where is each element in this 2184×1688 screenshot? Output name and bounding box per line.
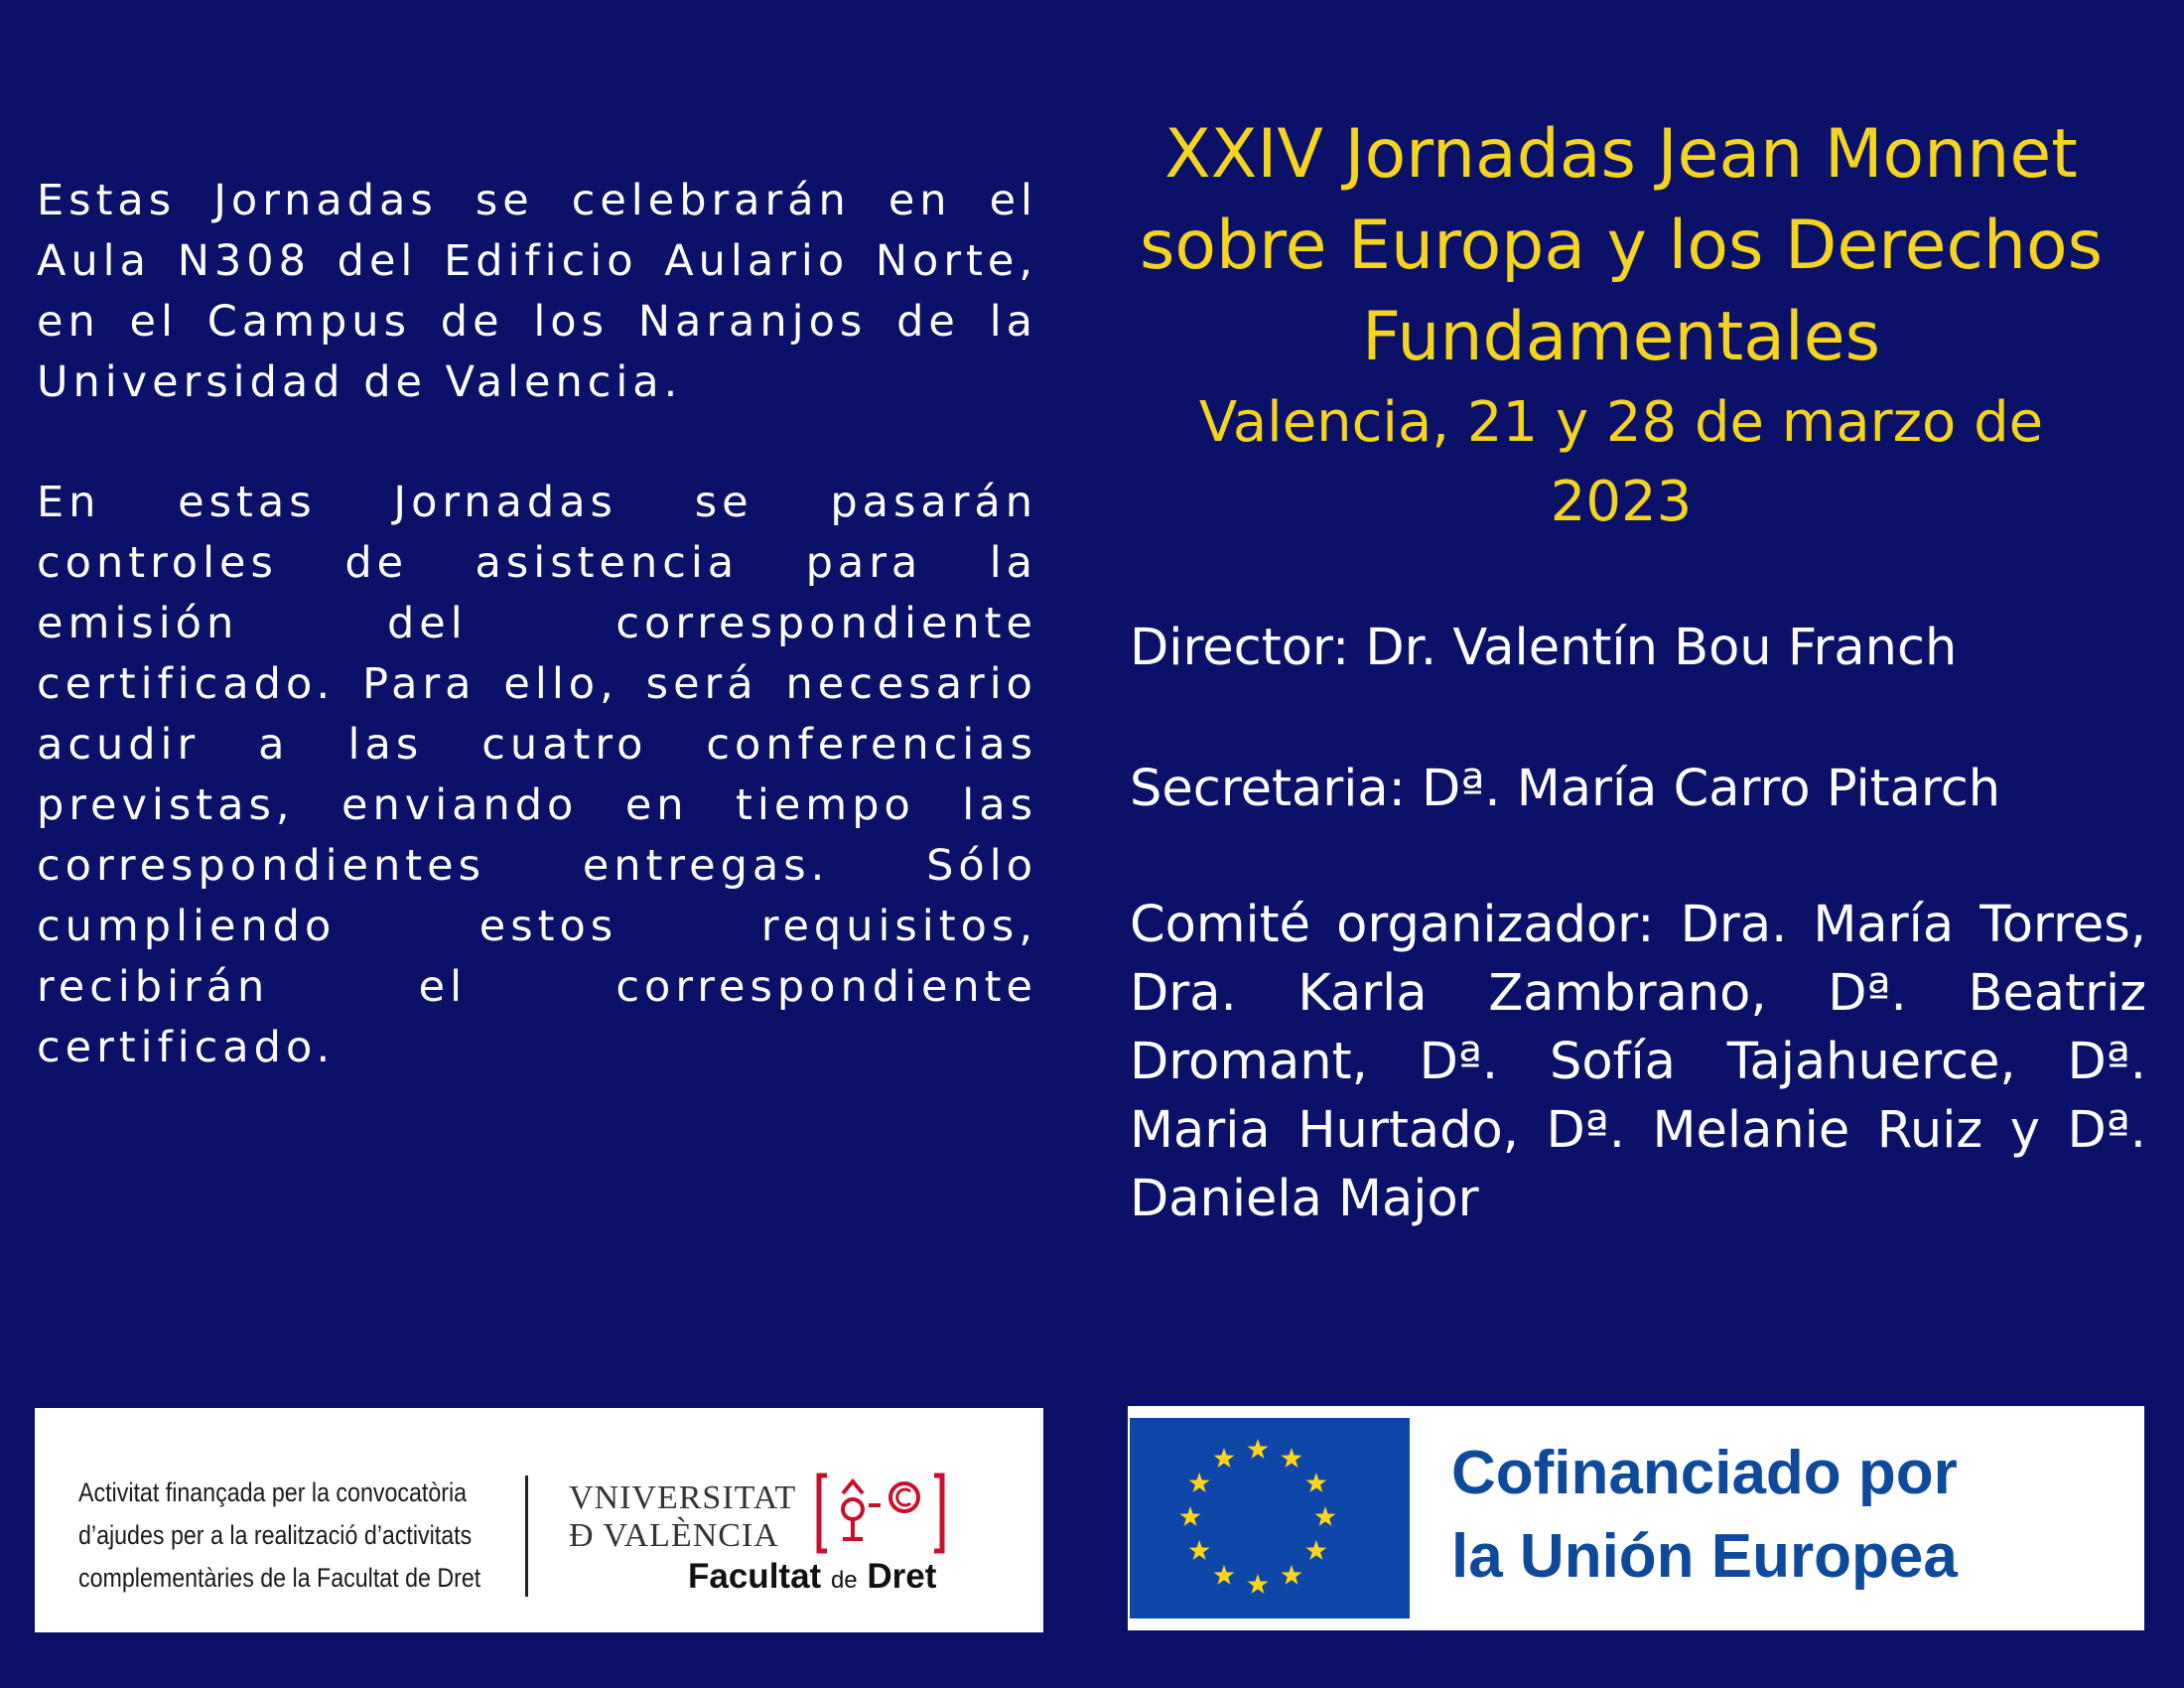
university-name	[569, 1479, 796, 1555]
funding-notice	[78, 1472, 481, 1600]
attendance-paragraph: En estas Jornadas se pasarán controles de asistencia para la emisión del correspondiente certificado. Para ello, será necesario acudir a las cuatro conferencias previstas, enviando en tiempo las correspondientes entregas. Sólo cumpliendo estos requisitos, recibirán el correspondiente certificado.	[37, 478, 1037, 1072]
venue-paragraph: Estas Jornadas se celebrarán en el Aula N308 del Edificio Aulario Norte, en el Campus de los Naranjos de la Universidad de Valencia.	[37, 176, 1037, 407]
funding-notice-line: Activitat finançada per la convocatòria	[78, 1477, 468, 1507]
event-dates: Valencia, 21 y 28 de marzo de 2023	[1198, 390, 2044, 534]
cofunding-line: la Unión Europea	[1451, 1522, 1958, 1591]
logo-divider	[525, 1476, 528, 1597]
university-funding-banner	[35, 1408, 1043, 1632]
committee-line: Comité organizador: Dra. María Torres, Dra. Karla Zambrano, Dª. Beatriz Dromant, Dª. Sofía Tajahuerce, Dª. Maria Hurtado, Dª. Melanie Ruiz y Dª. Daniela Major	[1130, 896, 2146, 1228]
eu-flag-icon	[1130, 1418, 1410, 1618]
event-details	[1130, 109, 2146, 1233]
funding-notice-line: complementàries de la Facultat de Dret	[78, 1563, 481, 1593]
university-name-line: VNIVERSITAT	[569, 1479, 797, 1516]
secretary-line: Secretaria: Dª. María Carro Pitarch	[1130, 760, 2001, 818]
event-title: XXIV Jornadas Jean Monnet sobre Europa y los Derechos Fundamentales	[1139, 115, 2104, 376]
venue-and-attendance-info	[37, 171, 1037, 1138]
university-seal-icon	[813, 1470, 948, 1559]
faculty-name: Facultat de Dret	[688, 1557, 937, 1596]
funding-notice-line: d’ajudes per a la realització d’activitats	[78, 1520, 473, 1550]
cofunding-text	[1451, 1432, 1958, 1599]
university-name-line: Ð VALÈNCIA	[569, 1517, 779, 1554]
eu-cofunding-banner	[1128, 1406, 2144, 1630]
cofunding-line: Cofinanciado por	[1451, 1439, 1958, 1507]
director-line: Director: Dr. Valentín Bou Franch	[1130, 619, 1958, 677]
organizers	[1130, 614, 2146, 1233]
